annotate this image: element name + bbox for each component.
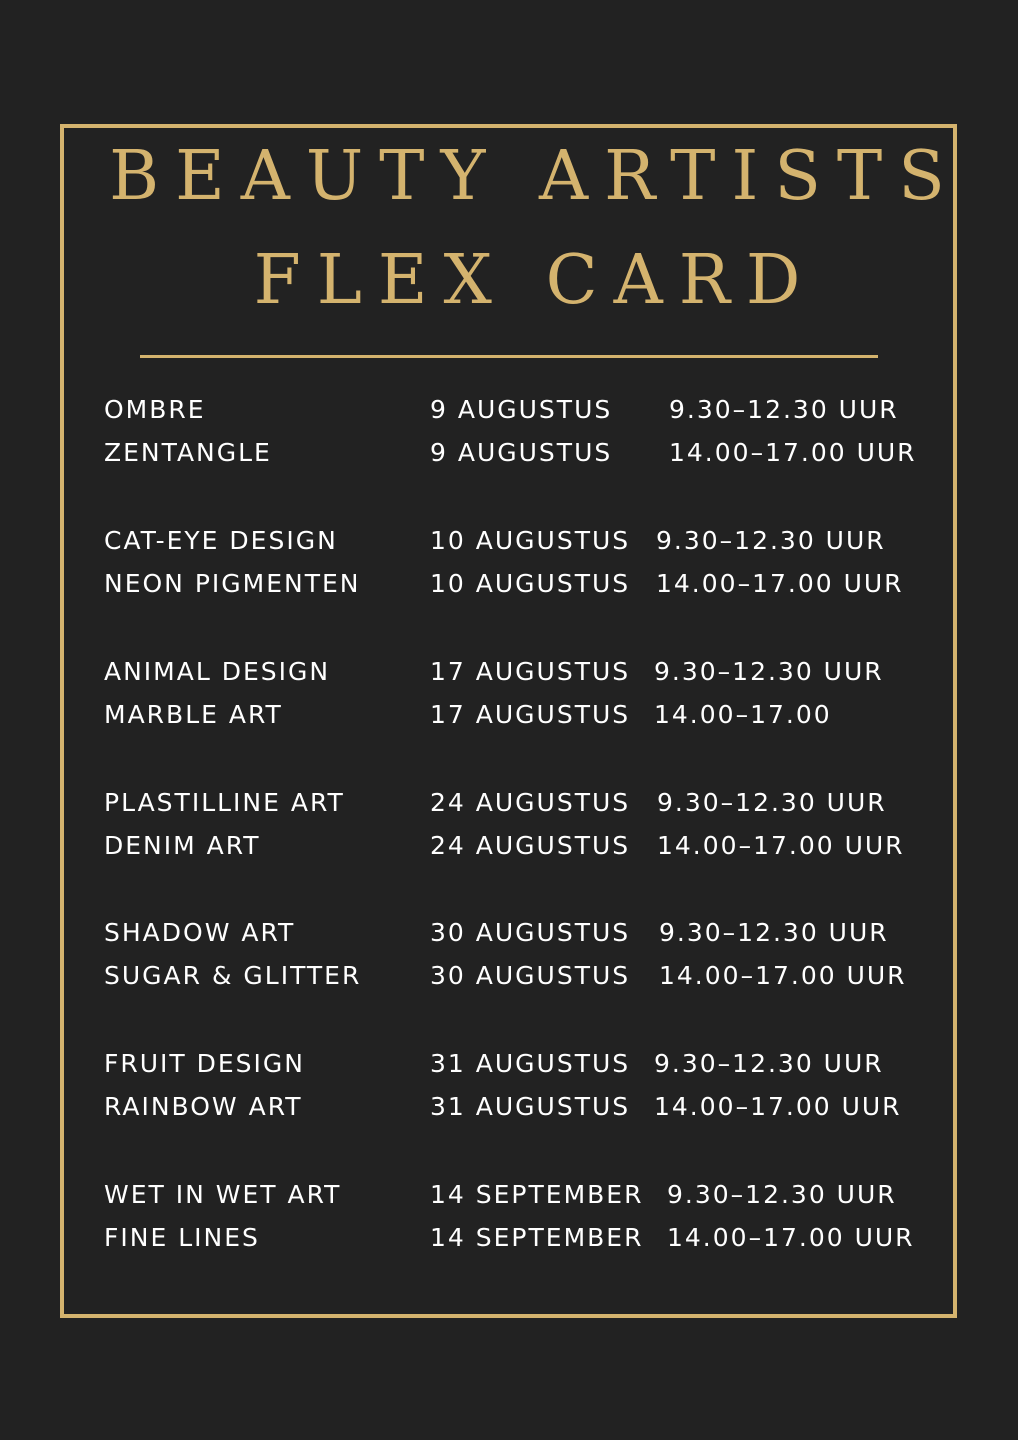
title-divider — [140, 355, 878, 358]
workshop-date: 30 AUGUSTUS — [430, 918, 631, 947]
workshop-time: 14.00–17.00 UUR — [667, 1223, 915, 1252]
workshop-date: 9 AUGUSTUS — [430, 395, 613, 424]
workshop-name: CAT-EYE DESIGN — [104, 526, 338, 555]
workshop-date: 10 AUGUSTUS — [430, 526, 631, 555]
workshop-date: 14 SEPTEMBER — [430, 1223, 644, 1252]
workshop-name: WET IN WET ART — [104, 1180, 342, 1209]
workshop-date: 9 AUGUSTUS — [430, 438, 613, 467]
workshop-time: 9.30–12.30 UUR — [669, 395, 899, 424]
workshop-name: NEON PIGMENTEN — [104, 569, 361, 598]
workshop-time: 9.30–12.30 UUR — [659, 918, 889, 947]
workshop-time: 14.00–17.00 UUR — [654, 1092, 902, 1121]
workshop-name: ANIMAL DESIGN — [104, 657, 331, 686]
workshop-time: 14.00–17.00 UUR — [669, 438, 917, 467]
title-line-2: FLEX CARD — [253, 241, 817, 320]
workshop-time: 9.30–12.30 UUR — [657, 788, 887, 817]
title-line-1: BEAUTY ARTISTS — [109, 137, 961, 216]
workshop-time: 9.30–12.30 UUR — [654, 657, 884, 686]
workshop-name: FINE LINES — [104, 1223, 260, 1252]
workshop-name: RAINBOW ART — [104, 1092, 303, 1121]
workshop-date: 30 AUGUSTUS — [430, 961, 631, 990]
workshop-time: 9.30–12.30 UUR — [656, 526, 886, 555]
workshop-date: 31 AUGUSTUS — [430, 1049, 631, 1078]
workshop-date: 10 AUGUSTUS — [430, 569, 631, 598]
workshop-time: 14.00–17.00 UUR — [659, 961, 907, 990]
workshop-name: SUGAR & GLITTER — [104, 961, 362, 990]
workshop-date: 31 AUGUSTUS — [430, 1092, 631, 1121]
workshop-name: ZENTANGLE — [104, 438, 272, 467]
workshop-time: 14.00–17.00 UUR — [656, 569, 904, 598]
workshop-time: 14.00–17.00 — [654, 700, 832, 729]
workshop-time: 9.30–12.30 UUR — [667, 1180, 897, 1209]
workshop-time: 14.00–17.00 UUR — [657, 831, 905, 860]
workshop-name: PLASTILLINE ART — [104, 788, 345, 817]
workshop-date: 14 SEPTEMBER — [430, 1180, 644, 1209]
workshop-date: 17 AUGUSTUS — [430, 700, 631, 729]
workshop-name: FRUIT DESIGN — [104, 1049, 306, 1078]
workshop-date: 17 AUGUSTUS — [430, 657, 631, 686]
workshop-date: 24 AUGUSTUS — [430, 788, 631, 817]
workshop-name: DENIM ART — [104, 831, 261, 860]
workshop-name: SHADOW ART — [104, 918, 296, 947]
workshop-name: MARBLE ART — [104, 700, 283, 729]
workshop-name: OMBRE — [104, 395, 206, 424]
workshop-date: 24 AUGUSTUS — [430, 831, 631, 860]
workshop-time: 9.30–12.30 UUR — [654, 1049, 884, 1078]
